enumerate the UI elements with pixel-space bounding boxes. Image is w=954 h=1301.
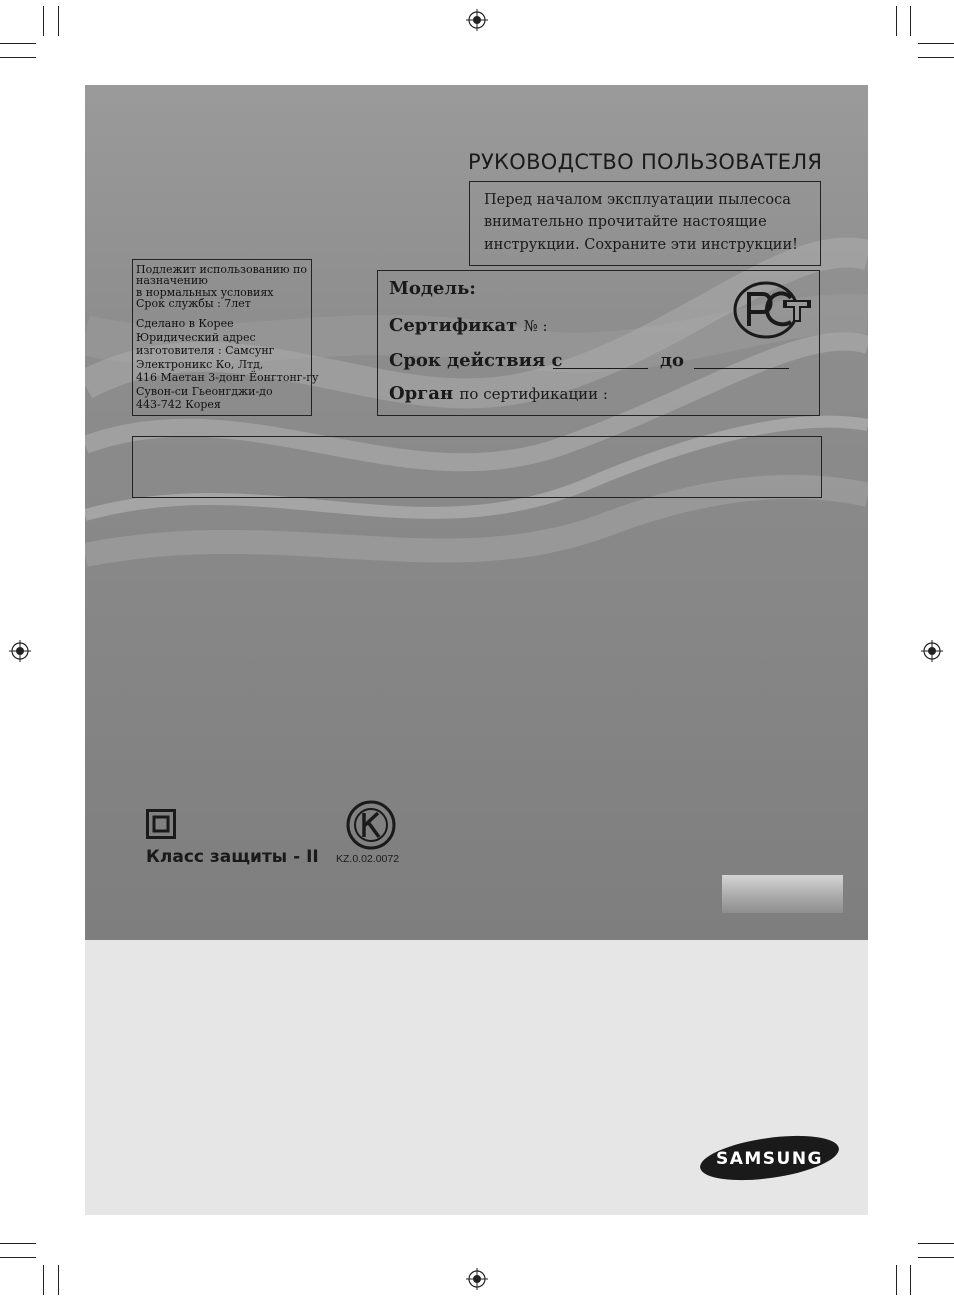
pct-certification-mark-icon [733, 280, 813, 340]
validity-to-line [694, 368, 789, 369]
language-tab [722, 875, 843, 913]
crop-mark [910, 6, 911, 36]
notice-box [469, 181, 821, 266]
certificate-number-sign: № : [523, 317, 548, 335]
crop-mark [910, 1265, 911, 1295]
crop-mark [0, 43, 36, 44]
notice-line: инструкции. Сохраните эти инструкции! [484, 237, 798, 253]
organ-label [389, 383, 608, 404]
kc-certification-mark-icon [345, 799, 397, 851]
info-line: изготовителя : Самсунг [136, 344, 275, 357]
registration-mark-icon [466, 1268, 488, 1290]
info-line: 443-742 Корея [136, 398, 221, 411]
crop-mark [918, 1257, 954, 1258]
model-label: Модель: [389, 278, 476, 299]
brand-name: SAMSUNG [715, 1149, 824, 1169]
info-line: Срок службы : 7лет [136, 297, 251, 310]
info-line: в нормальных условиях [136, 286, 274, 299]
protection-class-text: Класс защиты - II [146, 847, 319, 867]
info-line: Юридический адрес [136, 331, 256, 344]
crop-mark [0, 1243, 36, 1244]
certificate-label [389, 315, 548, 336]
crop-mark [918, 57, 954, 58]
cover-top-panel [85, 85, 868, 940]
blank-info-box [132, 436, 822, 498]
manual-title: РУКОВОДСТВО ПОЛЬЗОВАТЕЛЯ [468, 150, 823, 174]
crop-mark [43, 1265, 44, 1295]
crop-mark [896, 1265, 897, 1295]
crop-mark [0, 57, 36, 58]
validity-to-label: до [660, 350, 685, 371]
info-line: Сувон-си Гьеонгджи-до [136, 385, 273, 398]
registration-mark-icon [9, 640, 31, 662]
crop-mark [896, 6, 897, 36]
certificate-label-text: Сертификат [389, 315, 518, 336]
info-line: Сделано в Корее [136, 317, 234, 330]
notice-line: Перед началом эксплуатации пылесоса [484, 192, 791, 208]
kc-code: KZ.0.02.0072 [336, 853, 400, 865]
notice-line: внимательно прочитайте настоящие [484, 214, 767, 230]
crop-mark [918, 43, 954, 44]
samsung-logo [697, 1133, 842, 1183]
certificate-box [377, 270, 820, 416]
info-line: Подлежит использованию по [136, 263, 308, 276]
registration-mark-icon [466, 9, 488, 31]
info-line: 416 Маетан 3-донг Ёонгтонг-гу [136, 371, 319, 384]
manual-cover [85, 85, 868, 1215]
crop-mark [58, 1265, 59, 1295]
crop-mark [0, 1257, 36, 1258]
info-line: Электроникс Ко, Лтд, [136, 358, 264, 371]
info-line: назначению [136, 274, 208, 287]
crop-mark [43, 6, 44, 36]
manufacturer-info-box [132, 259, 319, 416]
validity-label: Срок действия с [389, 350, 563, 371]
organ-label-text: Орган [389, 383, 454, 404]
crop-mark [918, 1243, 954, 1244]
double-insulation-icon [146, 809, 176, 839]
validity-from-line [553, 368, 648, 369]
registration-mark-icon [921, 640, 943, 662]
crop-mark [58, 6, 59, 36]
organ-label-rest: по сертификации : [459, 385, 608, 403]
